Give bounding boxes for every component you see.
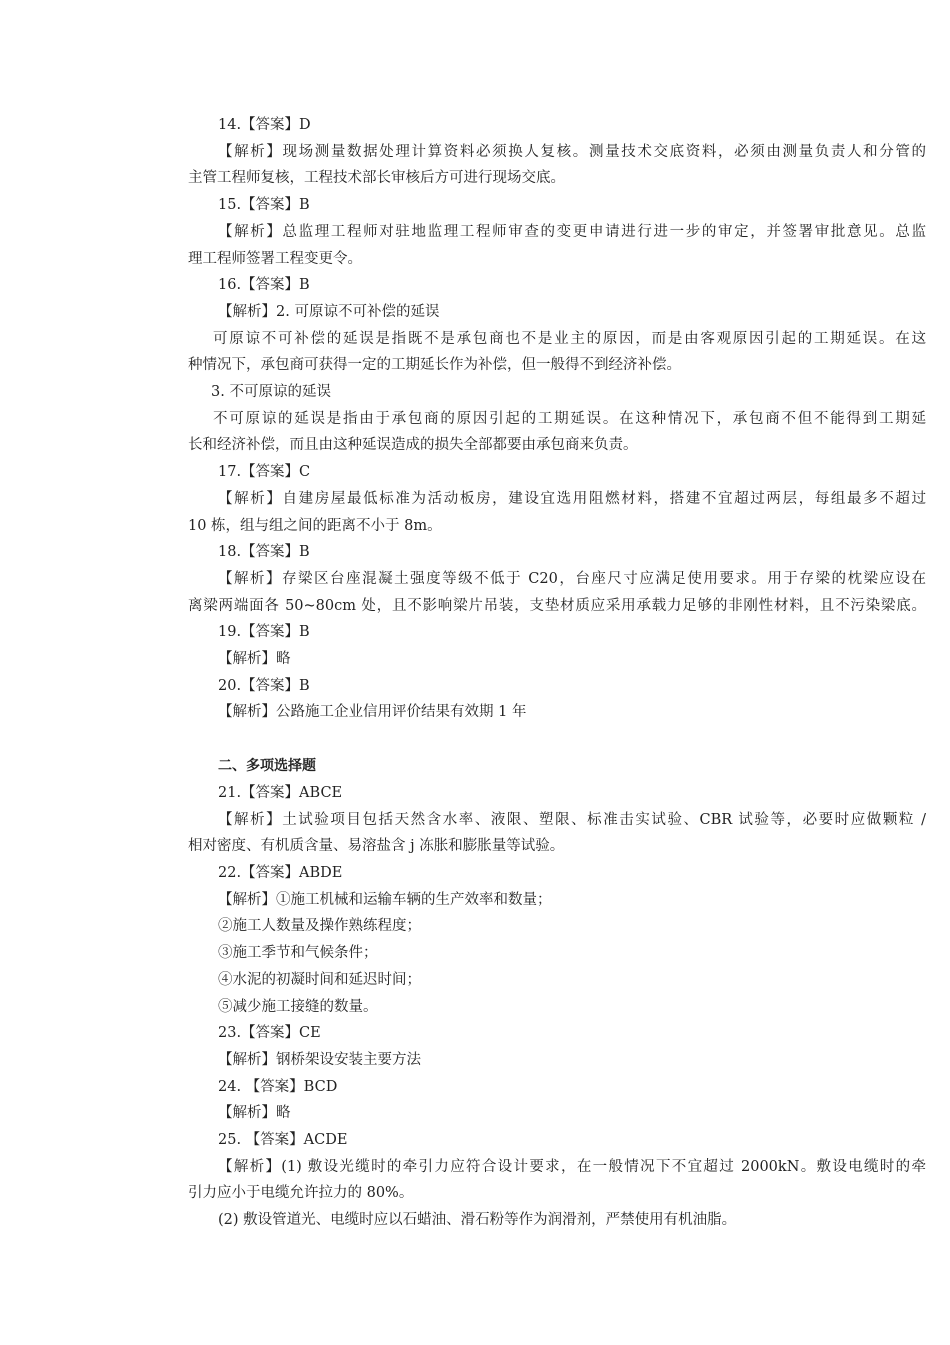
text-line: 离梁两端面各 50~80cm 处，且不影响梁片吊装，支垫材质应采用承载力足够的非刚性材料，且不污染梁底。 — [188, 597, 926, 614]
text-line: 25. 【答案】ACDE — [218, 1132, 348, 1149]
text-line: ②施工人数量及操作熟练程度； — [218, 918, 421, 935]
text-line: 不可原谅的延误是指由于承包商的原因引起的工期延误。在这种情况下，承包商不但不能得到工期延 — [213, 410, 926, 427]
text-line: 17.【答案】C — [218, 464, 311, 481]
text-line: ⑤减少施工接缝的数量。 — [218, 998, 378, 1015]
text-line: 【解析】(1) 敷设光缆时的牵引力应符合设计要求，在一般情况下不宜超过 2000kN。敷设电缆时的牵 — [218, 1158, 926, 1175]
text-line: 19.【答案】B — [218, 624, 310, 641]
text-line: 3. 不可原谅的延误 — [211, 384, 331, 401]
text-line: 【解析】公路施工企业信用评价结果有效期 1 年 — [218, 704, 527, 721]
text-line: 16.【答案】B — [218, 277, 310, 294]
text-line: (2) 敷设管道光、电缆时应以石蜡油、滑石粉等作为润滑剂，严禁使用有机油脂。 — [218, 1212, 737, 1229]
text-line: 【解析】2. 可原谅不可补偿的延误 — [218, 303, 440, 320]
text-line: 【解析】自建房屋最低标准为活动板房，建设宜选用阻燃材料，搭建不宜超过两层，每组最多不超过 — [218, 490, 926, 507]
text-line: 【解析】略 — [218, 1105, 291, 1122]
text-line: ③施工季节和气候条件； — [218, 945, 378, 962]
text-line: 18.【答案】B — [218, 544, 310, 561]
text-line: 可原谅不可补偿的延误是指既不是承包商也不是业主的原因，而是由客观原因引起的工期延误。在这 — [213, 330, 926, 347]
section-heading: 二、多项选择题 — [218, 758, 316, 775]
text-line: 15.【答案】B — [218, 197, 310, 214]
text-line: 种情况下，承包商可获得一定的工期延长作为补偿，但一般得不到经济补偿。 — [188, 357, 681, 374]
text-line: 【解析】总监理工程师对驻地监理工程师审查的变更申请进行进一步的审定，并签署审批意见。总监 — [218, 223, 926, 240]
text-line: 长和经济补偿，而且由这种延误造成的损失全部都要由承包商来负责。 — [188, 437, 638, 454]
text-line: 【解析】钢桥架设安装主要方法 — [218, 1051, 421, 1068]
text-line: 14.【答案】D — [218, 117, 311, 133]
text-line: 23.【答案】CE — [218, 1025, 321, 1042]
text-line: 【解析】略 — [218, 651, 291, 668]
text-line: 理工程师签署工程变更令。 — [188, 250, 362, 267]
text-line: 相对密度、有机质含量、易溶盐含 j 冻胀和膨胀量等试验。 — [188, 838, 565, 855]
text-line: 24. 【答案】BCD — [218, 1078, 338, 1095]
text-line: ④水泥的初凝时间和延迟时间； — [218, 971, 421, 988]
text-line: 引力应小于电缆允许拉力的 80%。 — [188, 1185, 414, 1202]
text-line: 20.【答案】B — [218, 677, 310, 694]
document-page — [188, 112, 926, 1234]
text-line: 10 栋，组与组之间的距离不小于 8m。 — [188, 517, 442, 534]
text-line: 【解析】存梁区台座混凝土强度等级不低于 C20，台座尺寸应满足使用要求。用于存梁的枕梁应设在 — [218, 570, 926, 587]
text-line: 22.【答案】ABDE — [218, 864, 343, 881]
text-line: 21.【答案】ABCE — [218, 784, 343, 801]
text-line: 【解析】现场测量数据处理计算资料必须换人复核。测量技术交底资料，必须由测量负责人和分管的 — [218, 143, 926, 160]
text-line: 主管工程师复核，工程技术部长审核后方可进行现场交底。 — [188, 170, 565, 187]
text-line: 【解析】土试验项目包括天然含水率、液限、塑限、标准击实试验、CBR 试验等，必要时应做颗粒 / — [218, 811, 926, 828]
text-line: 【解析】①施工机械和运输车辆的生产效率和数量； — [218, 891, 552, 908]
blank-line — [188, 726, 926, 753]
